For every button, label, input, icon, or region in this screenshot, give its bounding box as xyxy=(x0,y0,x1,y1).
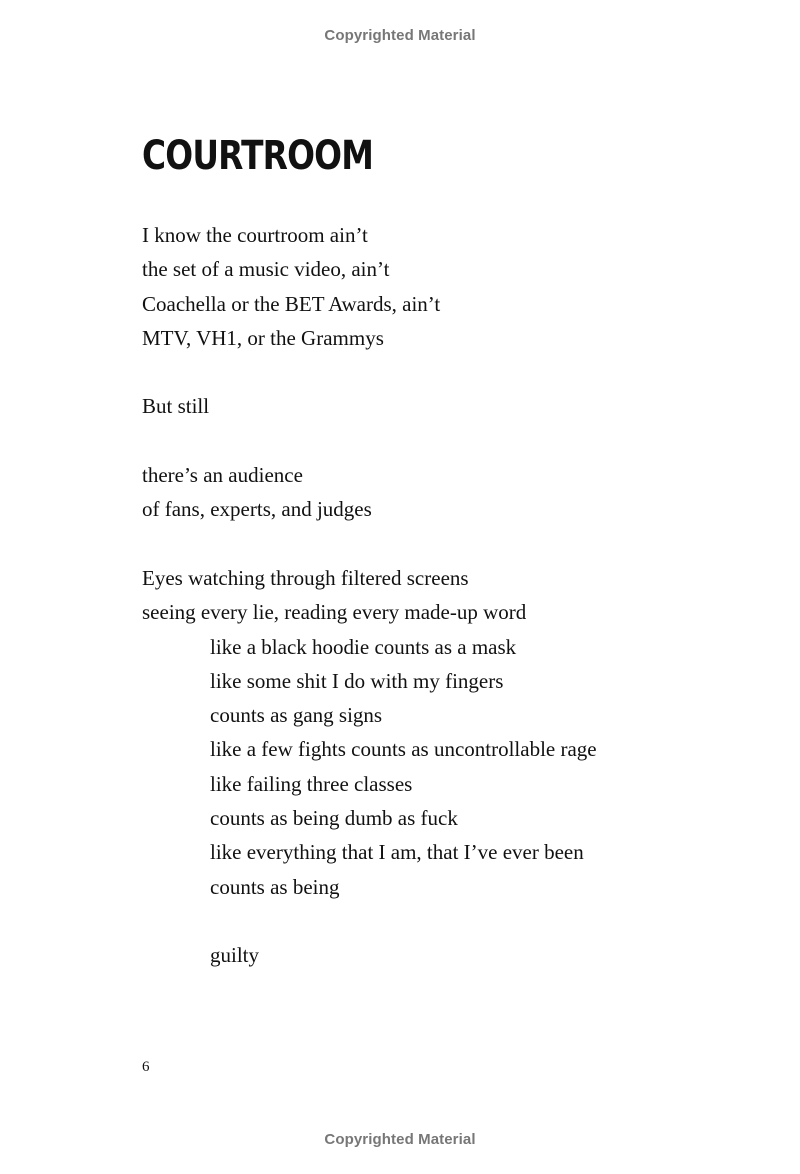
stanza-break xyxy=(142,355,597,389)
poem-line: the set of a music video, ain’t xyxy=(142,257,390,282)
poem-line: Coachella or the BET Awards, ain’t xyxy=(142,291,441,316)
stanza-break xyxy=(142,904,597,938)
poem-title: COURTROOM xyxy=(142,133,374,179)
poem-line-indented: counts as gang signs xyxy=(210,703,383,728)
copyright-header: Copyrighted Material xyxy=(324,27,476,44)
poem-line-indented: like a black hoodie counts as a mask xyxy=(210,634,517,659)
poem-body xyxy=(142,218,597,973)
poem-line: Eyes watching through filtered screens xyxy=(142,565,469,590)
stanza-break xyxy=(142,424,597,458)
poem-line: I know the courtroom ain’t xyxy=(142,223,368,247)
poem-line-indented: like some shit I do with my fingers xyxy=(210,668,504,693)
poem-line: But still xyxy=(142,394,210,419)
poem-line: MTV, VH1, or the Grammys xyxy=(142,325,384,350)
poem-line: seeing every lie, reading every made-up word xyxy=(142,600,527,625)
stanza-break xyxy=(142,527,597,561)
poem-line-indented: guilty xyxy=(210,943,260,968)
poem-line-indented: counts as being xyxy=(210,874,340,899)
poem-line-indented: like everything that I am, that I’ve ever been xyxy=(210,840,584,865)
poem-line-indented: like failing three classes xyxy=(210,771,413,796)
poem-line-indented: counts as being dumb as fuck xyxy=(210,806,458,831)
page-number: 6 xyxy=(142,1059,150,1075)
copyright-footer: Copyrighted Material xyxy=(324,1131,476,1148)
poem-line-indented: like a few fights counts as uncontrollable rage xyxy=(210,737,597,762)
poem-line: of fans, experts, and judges xyxy=(142,497,372,522)
poem-line: there’s an audience xyxy=(142,463,303,488)
